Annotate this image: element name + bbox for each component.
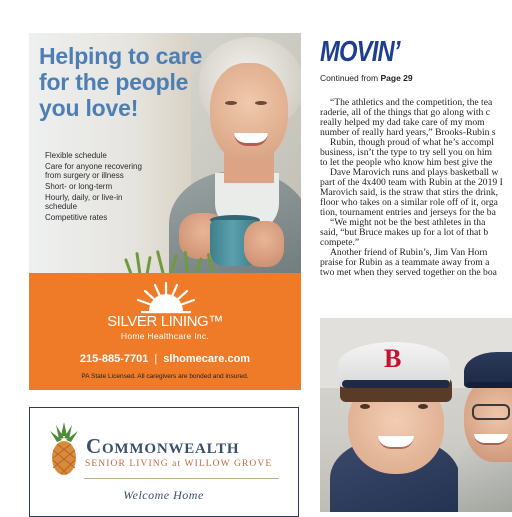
brand-name: SILVER LINING™: [107, 313, 223, 330]
article-line: tion, tournament entries and jerseys for the ba: [320, 207, 496, 218]
feature-item: Hourly, daily, or live-in schedule: [45, 193, 123, 212]
article-line: to let the people who know him best give the: [320, 157, 493, 168]
brand-subtitle: Home Healthcare Inc.: [120, 331, 210, 341]
article-line: floor who takes on a similar role off of it, orga: [320, 197, 498, 208]
article-line: two met when they served together on the boa: [320, 267, 497, 278]
website-link[interactable]: slhomecare.com: [163, 353, 251, 365]
article-line: really helped my dad take care of my mom: [320, 117, 485, 128]
boy-and-grandfather-baseball-caps-photo: B: [320, 318, 512, 512]
feature-item: Flexible schedule: [45, 151, 107, 160]
ad-headline: Helping to care for the people you love!: [39, 43, 203, 121]
sunrise-logo-icon: [133, 280, 199, 314]
article-line: part of the 4x400 team with Rubin at the 2019 I: [320, 177, 503, 188]
feature-item: Competitive rates: [45, 213, 108, 223]
phone-number[interactable]: 215-885-7701: [79, 353, 149, 365]
continued-from-line: [320, 73, 413, 83]
commonwealth-ad[interactable]: [29, 407, 299, 517]
ad-brand-band: [29, 273, 301, 390]
pineapple-icon: [47, 422, 81, 478]
license-disclaimer: PA State Licensed. All caregivers are bonded and insured.: [81, 373, 249, 380]
feature-item: Care for anyone recovering from surgery or illness: [45, 162, 142, 180]
article-line: compete.”: [320, 237, 360, 248]
article-line: Rubin, though proud of what he’s accompl: [330, 137, 494, 148]
article-body: [320, 98, 512, 278]
article-line: Another friend of Rubin’s, Jim Van Horn: [330, 247, 488, 258]
article-line: “The athletics and the competition, the tea: [330, 97, 493, 108]
ad-feature-list: [45, 152, 143, 226]
contact-row: [29, 353, 301, 365]
welcome-tagline: Welcome Home: [123, 488, 204, 502]
article-title: MOVIN’: [320, 36, 400, 68]
continued-prefix: Continued from: [320, 73, 379, 83]
article-line: business, isn’t the type to try sell you on him: [320, 147, 492, 158]
divider: [84, 478, 279, 479]
article-line: number of really hard years,” Brooks-Rubin s: [320, 127, 496, 138]
article-line: said, “but Bruce makes up for a lot of that b: [320, 227, 489, 238]
article-line: “We might not be the best athletes in tha: [330, 217, 486, 228]
divider: |: [154, 353, 158, 365]
community-name: Commonwealth: [86, 434, 240, 458]
article-line: Dave Marovich runs and plays basketball w: [330, 167, 499, 178]
article-line: Marovich said, is the straw that stirs the drink,: [320, 187, 498, 198]
article-line: praise for Rubin as a teammate away from a: [320, 257, 490, 268]
article-line: raderie, all of the things that go along with c: [320, 107, 490, 118]
community-subtitle: SENIOR LIVING at WILLOW GROVE: [85, 459, 273, 469]
silver-lining-ad[interactable]: [29, 33, 301, 390]
continued-page-link[interactable]: Page 29: [380, 73, 413, 83]
feature-item: Short- or long-term: [45, 182, 113, 192]
